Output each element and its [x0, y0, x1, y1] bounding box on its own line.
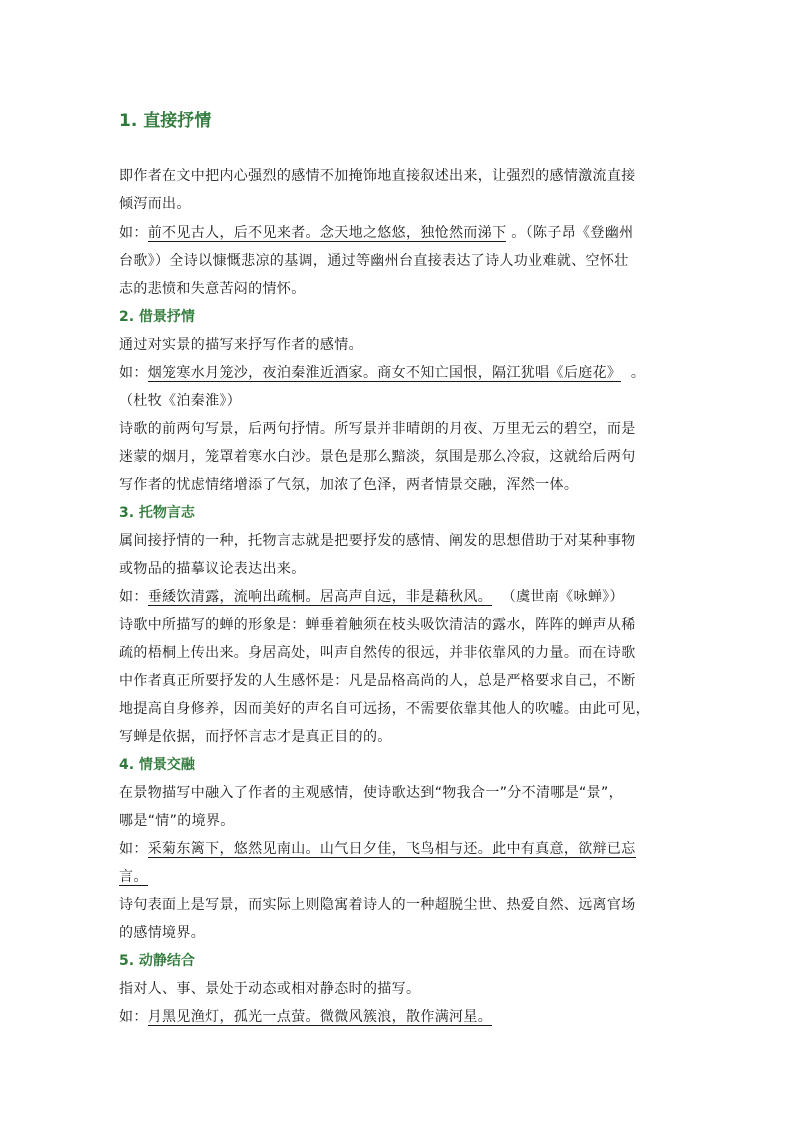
paragraph-line: 即作者在文中把内心强烈的感情不加掩饰地直接叙述出来，让强烈的感情激流直接	[119, 168, 636, 184]
paragraph-line: 的感情境界。	[119, 925, 206, 941]
example-source: 。（陈子昂《登幽州	[511, 225, 634, 241]
paragraph-line: 写作者的忧虑情绪增添了气氛，加浓了色泽，两者情景交融，浑然一体。	[119, 477, 579, 493]
example-line	[119, 223, 633, 243]
paragraph-line: 中作者真正所要抒发的人生感怀是：凡是品格高尚的人，总是严格要求自己，不断	[119, 673, 636, 689]
example-quote: 烟笼寒水月笼沙，夜泊秦淮近酒家。商女不知亡国恨，隔江犹唱《后庭花》	[147, 365, 622, 381]
example-prefix: 如：	[119, 365, 148, 381]
paragraph-line: 哪是“情”的境界。	[119, 813, 235, 829]
section-heading: 5. 动静结合	[119, 953, 195, 969]
paragraph-line: 迷蒙的烟月，笼罩着寒水白沙。景色是那么黯淡，氛围是那么冷寂，这就给后两句	[119, 449, 636, 465]
paragraph-line: 或物品的描摹议论表达出来。	[119, 561, 306, 577]
example-quote-continued: 言。	[119, 869, 148, 885]
paragraph-line: 属间接抒情的一种，托物言志就是把要抒发的感情、阐发的思想借助于对某种事物	[119, 533, 636, 549]
example-prefix: 如：	[119, 841, 148, 857]
example-line	[119, 587, 624, 607]
example-source: 。	[630, 365, 646, 381]
section-heading: 2. 借景抒情	[119, 309, 195, 325]
example-line	[119, 839, 636, 859]
paragraph-line: 诗句表面上是写景，而实际上则隐寓着诗人的一种超脱尘世、热爱自然、远离官场	[119, 897, 636, 913]
paragraph-line: 倾泻而出。	[119, 196, 191, 212]
example-line	[119, 867, 148, 887]
paragraph-line: 台歌》）全诗以慷慨悲凉的基调，通过等幽州台直接表达了诗人功业难就、空怀壮	[119, 253, 629, 269]
paragraph-line: 通过对实景的描写来抒写作者的感情。	[119, 337, 363, 353]
example-prefix: 如：	[119, 1009, 148, 1025]
paragraph-line: 诗歌的前两句写景，后两句抒情。所写景并非晴朗的月夜、万里无云的碧空，而是	[119, 421, 636, 437]
paragraph-line: 地提高自身修养，因而美好的声名自可远扬，不需要依靠其他人的吹嘘。由此可见，	[119, 701, 650, 717]
section-heading: 3. 托物言志	[119, 505, 195, 521]
paragraph-line: （杜牧《泊秦淮》）	[119, 393, 242, 409]
paragraph-line: 诗歌中所描写的蝉的形象是：蝉垂着触须在枝头吸饮清洁的露水，阵阵的蝉声从稀	[119, 617, 636, 633]
example-prefix: 如：	[119, 589, 148, 605]
example-quote: 月黑见渔灯，孤光一点萤。微微风簇浪，散作满河星。	[147, 1009, 493, 1025]
example-quote: 垂緌饮清露，流响出疏桐。居高声自远，非是藉秋风。	[147, 589, 493, 605]
example-prefix: 如：	[119, 225, 148, 241]
example-quote: 前不见古人，后不见来者。念天地之悠悠，独怆然而涕下	[147, 225, 507, 241]
example-line	[119, 1007, 492, 1027]
example-line	[119, 363, 645, 383]
example-quote: 采菊东篱下，悠然见南山。山气日夕佳，飞鸟相与还。此中有真意，欲辩已忘	[147, 841, 636, 857]
paragraph-line: 疏的梧桐上传出来。身居高处，叫声自然传的很远，并非依靠风的力量。而在诗歌	[119, 645, 636, 661]
paragraph-line: 志的悲愤和失意苦闷的情怀。	[119, 281, 306, 297]
section-heading: 4. 情景交融	[119, 757, 195, 773]
paragraph-line: 写蝉是依据，而抒怀言志才是真正目的的。	[119, 729, 392, 745]
example-source: （虞世南《咏蝉》）	[501, 589, 624, 605]
section-title-direct-lyric: 1. 直接抒情	[119, 111, 212, 131]
paragraph-line: 指对人、事、景处于动态或相对静态时的描写。	[119, 981, 421, 997]
paragraph-line: 在景物描写中融入了作者的主观感情，使诗歌达到“物我合一”分不清哪是“景”，	[119, 785, 623, 801]
